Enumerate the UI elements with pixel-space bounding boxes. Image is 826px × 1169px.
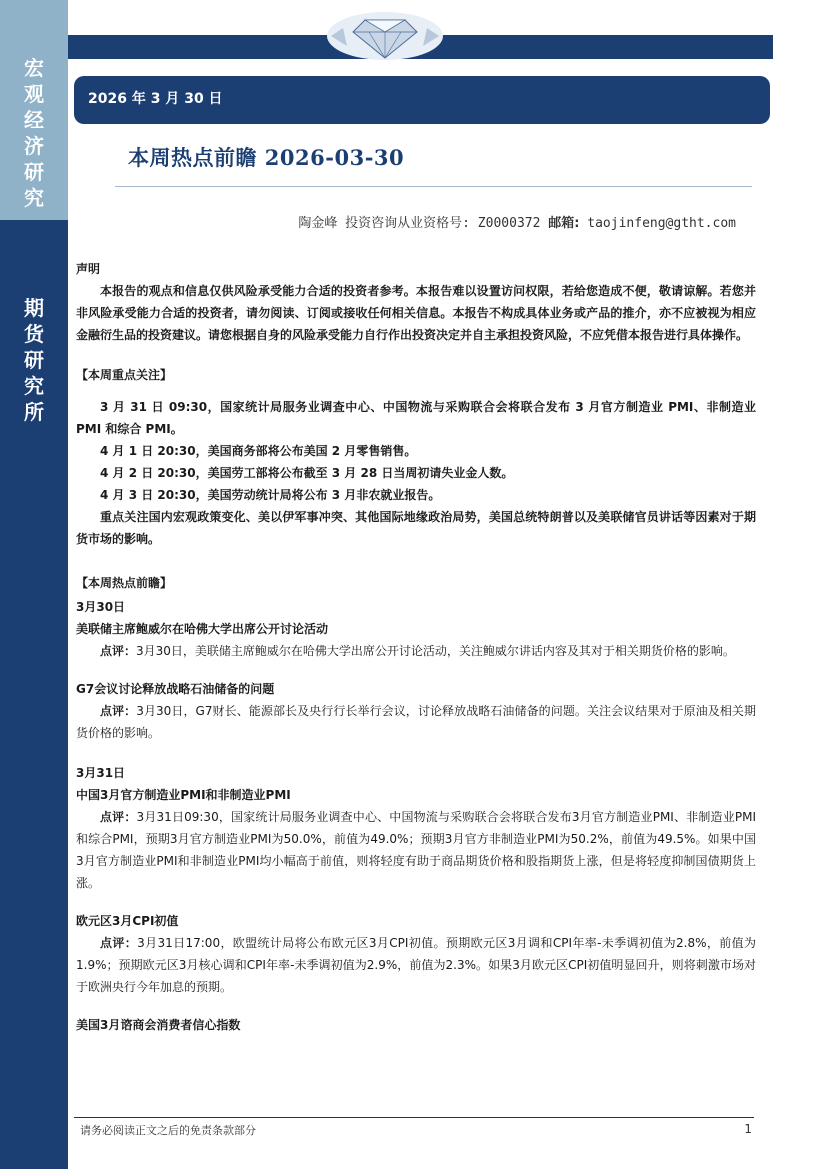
focus-item: 3 月 31 日 09:30，国家统计局服务业调查中心、中国物流与采购联合会将联合发布 3 月官方制造业 PMI、非制造业 PMI 和综合 PMI。 bbox=[76, 400, 756, 436]
event-date: 3月30日 bbox=[76, 600, 126, 614]
event-comment: 点评：3月30日，G7财长、能源部长及央行行长举行会议，讨论释放战略石油储备的问题。关注会议结果对于原油及相关期货价格的影响。 bbox=[76, 704, 756, 740]
email-label: 邮箱: bbox=[548, 216, 580, 231]
preview-heading: 【本周热点前瞻】 bbox=[76, 576, 173, 590]
focus-heading: 【本周重点关注】 bbox=[76, 368, 173, 382]
author-line: 陶金峰 投资咨询从业资格号: Z0000372 bbox=[298, 216, 549, 231]
event-title: 中国3月官方制造业PMI和非制造业PMI bbox=[76, 788, 291, 802]
event-date: 3月31日 bbox=[76, 766, 126, 780]
footer-divider bbox=[74, 1117, 754, 1118]
comment-label: 点评： bbox=[100, 936, 138, 950]
author-email: taojinfeng@gtht.com bbox=[579, 216, 736, 231]
disclaimer-text: 本报告的观点和信息仅供风险承受能力合适的投资者参考。本报告难以设置访问权限，若给您造成不便，敬请谅解。若您并非风险承受能力合适的投资者，请勿阅读、订阅或接收任何相关信息。本报告不构成具体业务或产品的推介，亦不应被视为相应金融衍生品的投资建议。请您根据自身的风险承受能力自行作出投资决定并自主承担投资风险，不应凭借本报告进行具体操作。 bbox=[76, 284, 756, 342]
comment-label: 点评： bbox=[100, 644, 137, 658]
comment-label: 点评： bbox=[100, 704, 137, 718]
event-comment: 点评：3月31日17:00，欧盟统计局将公布欧元区3月CPI初值。预期欧元区3月调和CPI年率-未季调初值为2.8%，前值为1.9%；预期欧元区3月核心调和CPI年率-未季调初值为2.9%，前值为2.3%。如果3月欧元区CPI初值明显回升，则将刺激市场对于欧洲央行今年加息的预期。 bbox=[76, 936, 756, 994]
focus-item: 4 月 2 日 20:30，美国劳工部将公布截至 3 月 28 日当周初请失业金人数。 bbox=[100, 466, 514, 480]
event-title: 欧元区3月CPI初值 bbox=[76, 914, 179, 928]
report-date: 2026 年 3 月 30 日 bbox=[88, 91, 223, 107]
diamond-logo-icon bbox=[325, 6, 445, 62]
sidebar-label-futures-research: 期 货 研 究 所 bbox=[24, 296, 44, 424]
event-title: 美联储主席鲍威尔在哈佛大学出席公开讨论活动 bbox=[76, 622, 329, 636]
title-divider bbox=[115, 186, 752, 187]
page-number: 1 bbox=[744, 1122, 752, 1136]
comment-label: 点评： bbox=[100, 810, 137, 824]
author-info bbox=[298, 212, 736, 231]
focus-item: 4 月 1 日 20:30，美国商务部将公布美国 2 月零售销售。 bbox=[100, 444, 417, 458]
event-comment: 点评：3月30日，美联储主席鲍威尔在哈佛大学出席公开讨论活动，关注鲍威尔讲话内容及其对于相关期货价格的影响。 bbox=[100, 644, 735, 658]
report-body bbox=[76, 258, 756, 1036]
page-title: 本周热点前瞻 2026-03-30 bbox=[128, 145, 405, 170]
event-title: 美国3月谘商会消费者信心指数 bbox=[76, 1018, 241, 1032]
event-comment: 点评：3月31日09:30，国家统计局服务业调查中心、中国物流与采购联合会将联合发布3月官方制造业PMI、非制造业PMI和综合PMI，预期3月官方制造业PMI为50.0%，前值为49.0%；预期3月官方非制造业PMI为50.2%，前值为49.5%。如果中国3月官方制造业PMI和非制造业PMI均小幅高于前值，则将轻度有助于商品期货价格和股指期货上涨，但是将轻度抑制国债期货上涨。 bbox=[76, 810, 756, 890]
event-title: G7会议讨论释放战略石油储备的问题 bbox=[76, 682, 275, 696]
sidebar-label-macro: 宏 观 经 济 研 究 bbox=[24, 56, 44, 210]
disclaimer-heading: 声明 bbox=[76, 262, 101, 276]
focus-item: 重点关注国内宏观政策变化、美以伊军事冲突、其他国际地缘政治局势，美国总统特朗普以及美联储官员讲话等因素对于期货市场的影响。 bbox=[76, 510, 756, 546]
focus-item: 4 月 3 日 20:30，美国劳动统计局将公布 3 月非农就业报告。 bbox=[100, 488, 441, 502]
footer-disclaimer-note: 请务必阅读正文之后的免责条款部分 bbox=[80, 1124, 256, 1137]
